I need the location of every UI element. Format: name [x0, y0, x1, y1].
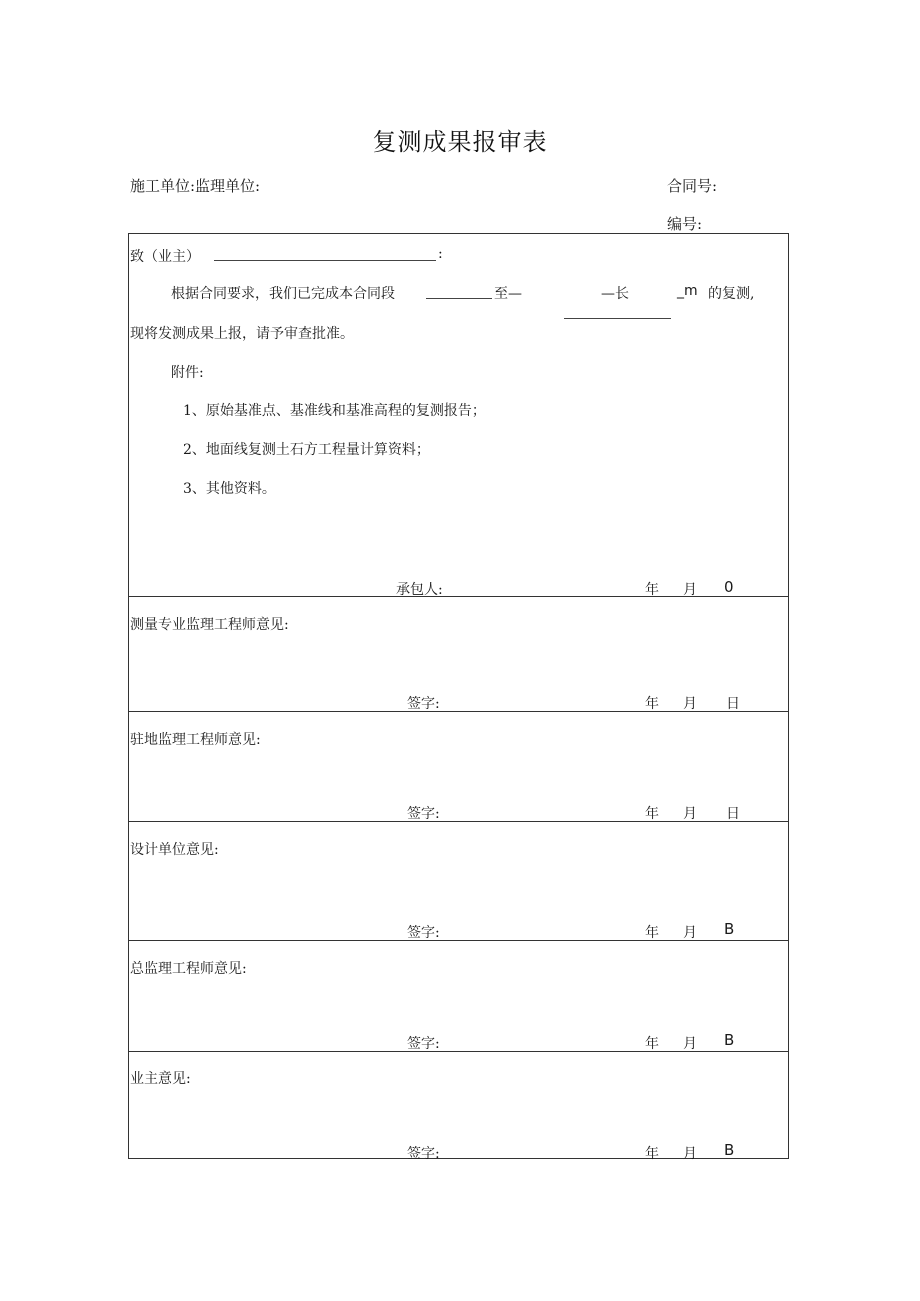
signature-label: 签字:	[407, 1036, 440, 1052]
year-label: 年	[645, 925, 659, 941]
signature-label: 签字:	[407, 925, 440, 941]
contractor-sign-label: 承包人:	[396, 582, 443, 598]
day-label: B	[724, 1141, 735, 1159]
month-label: 月	[683, 582, 697, 598]
day-label: 0	[724, 578, 734, 596]
month-label: 月	[683, 1036, 697, 1052]
year-label: 年	[645, 696, 659, 712]
month-label: 月	[683, 925, 697, 941]
attachment-item: 1、原始基准点、基准线和基准高程的复测报告；	[183, 403, 486, 419]
day-label: B	[724, 920, 735, 938]
year-label: 年	[645, 1036, 659, 1052]
addressee-label: 致（业主）	[130, 249, 200, 265]
segment-start-field[interactable]	[426, 298, 492, 299]
year-label: 年	[645, 806, 659, 822]
day-label: 日	[726, 696, 740, 712]
year-label: 年	[645, 582, 659, 598]
signature-label: 签字:	[407, 1146, 440, 1162]
page-title: 复测成果报审表	[372, 128, 548, 156]
attachment-item: 2、地面线复测土石方工程量计算资料；	[183, 442, 430, 458]
month-label: 月	[683, 696, 697, 712]
line1-unit: _m	[677, 283, 698, 299]
section-label: 设计单位意见:	[130, 842, 219, 858]
section-label: 测量专业监理工程师意见:	[130, 617, 289, 633]
contractor-supervisor-label: 施工单位:监理单位:	[130, 177, 261, 195]
addressee-colon: :	[438, 246, 443, 262]
serial-no-label: 编号:	[667, 215, 703, 233]
attachment-item: 3、其他资料。	[183, 481, 276, 497]
line1-text: 根据合同要求，我们已完成本合同段	[171, 286, 395, 302]
signature-label: 签字:	[407, 806, 440, 822]
year-label: 年	[645, 1146, 659, 1162]
line1-to: 至—	[494, 286, 522, 302]
section-label: 总监理工程师意见:	[130, 961, 247, 977]
month-label: 月	[683, 1146, 697, 1162]
section-label: 驻地监理工程师意见:	[130, 732, 261, 748]
attachments-label: 附件:	[171, 365, 204, 381]
line1-length: —长	[601, 286, 629, 302]
contract-no-label: 合同号:	[667, 177, 718, 195]
line1-end: 的复测,	[708, 286, 755, 302]
month-label: 月	[683, 806, 697, 822]
day-label: B	[724, 1031, 735, 1049]
signature-label: 签字:	[407, 696, 440, 712]
day-label: 日	[726, 806, 740, 822]
segment-end-field[interactable]	[564, 318, 671, 319]
addressee-field[interactable]	[214, 260, 436, 261]
section-label: 业主意见:	[130, 1071, 191, 1087]
line2-text: 现将发测成果上报，请予审查批准。	[130, 326, 354, 342]
